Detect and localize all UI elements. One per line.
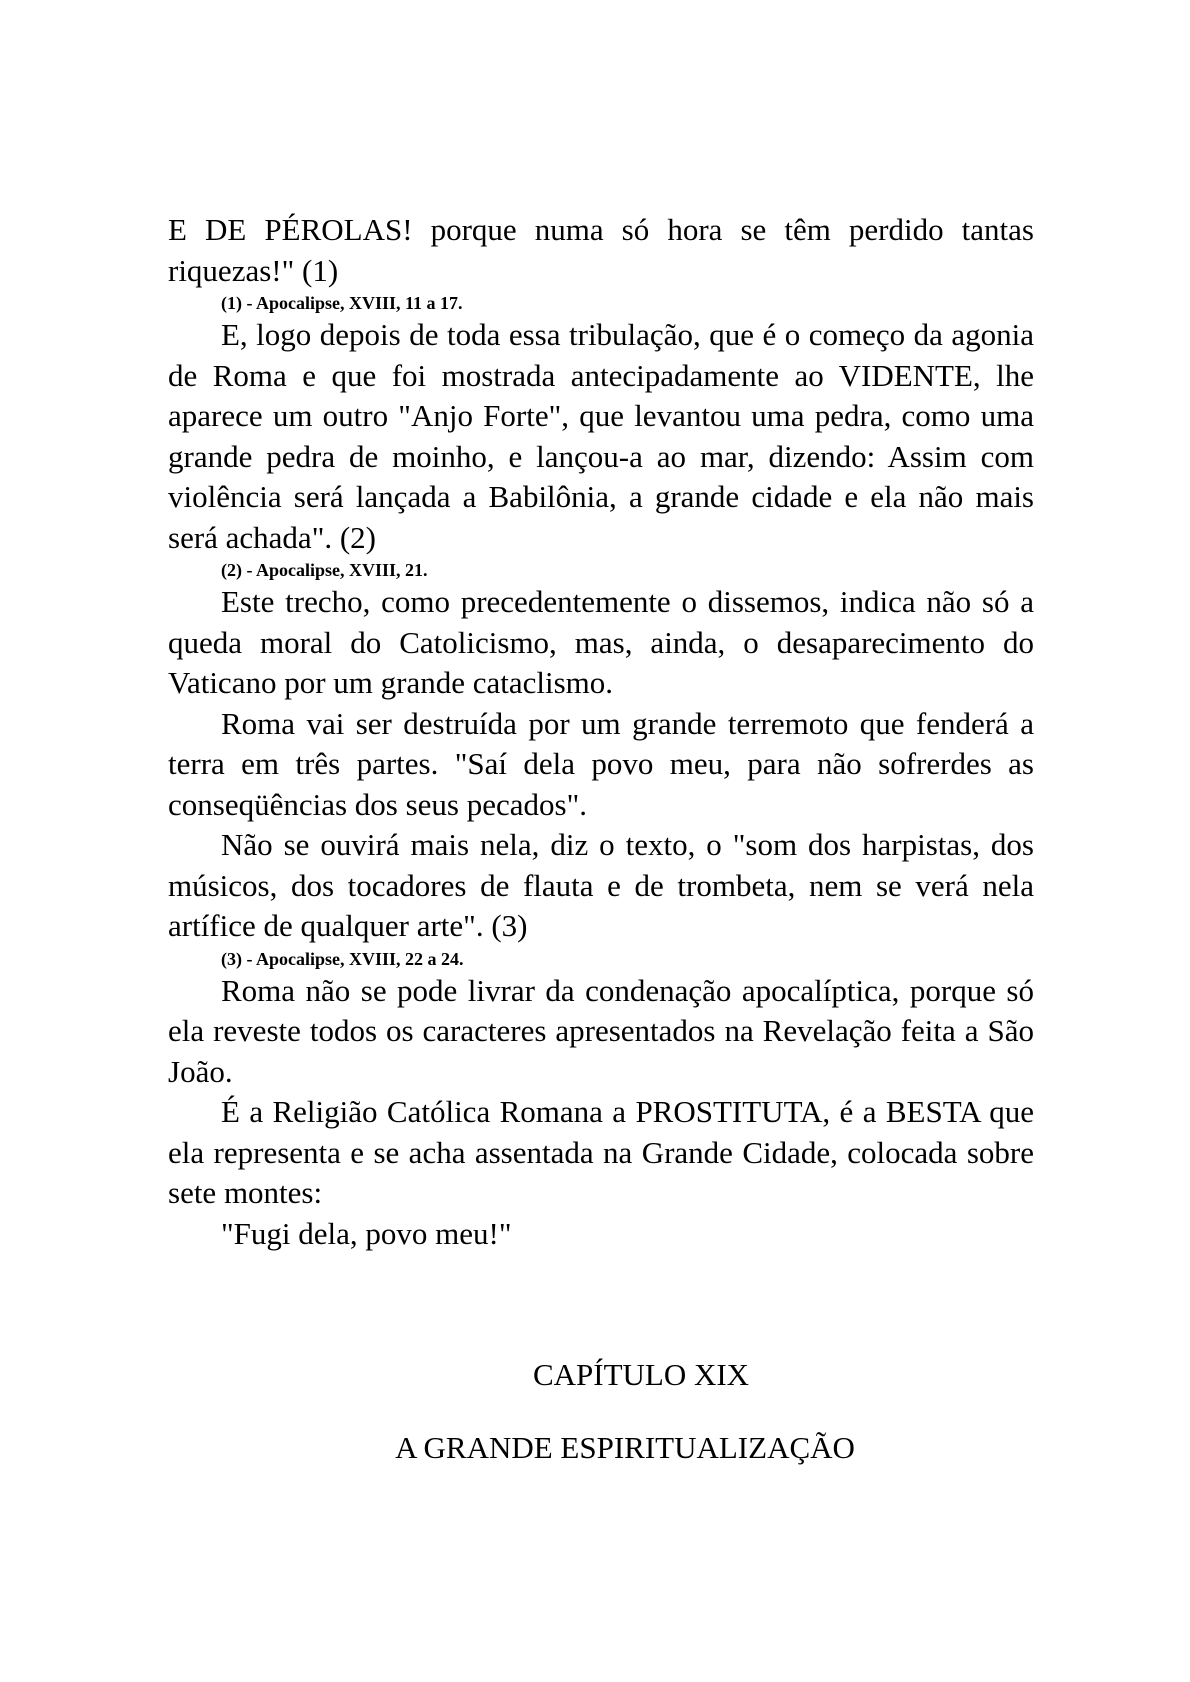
paragraph-fugi: "Fugi dela, povo meu!"	[221, 1215, 512, 1251]
paragraph-terremoto: Roma vai ser destruída por um grande terremoto que fenderá a terra em três partes. "Saí dela povo meu, para não sofrerdes as conseqüências dos seus pecados".	[168, 705, 1034, 822]
paragraph-queda-moral: Este trecho, como precedentemente o dissemos, indica não só a queda moral do Catolicismo, mas, ainda, o desaparecimento do Vaticano por um grande cataclismo.	[168, 584, 1034, 700]
paragraph-condenacao: Roma não se pode livrar da condenação apocalíptica, porque só ela reveste todos os caracteres apresentados na Revelação feita a São João.	[168, 972, 1034, 1089]
paragraph-continuation: E DE PÉROLAS! porque numa só hora se têm perdido tantas riquezas!" (1)	[168, 212, 1034, 288]
paragraph-prostituta: É a Religião Católica Romana a PROSTITUTA, é a BESTA que ela representa e se acha assentada na Grande Cidade, colocada sobre sete montes:	[168, 1094, 1034, 1210]
page-body	[168, 210, 1034, 1254]
chapter-number: CAPÍTULO XIX	[532, 1357, 750, 1392]
paragraph-anjo-forte: E, logo depois de toda essa tribulação, que é o começo da agonia de Roma e que foi mostrada antecipadamente ao VIDENTE, lhe aparece um outro "Anjo Forte", que levantou uma pedra, como uma grande pedra de moinho, e lançou-a ao mar, dizendo: Assim com violência será lançada a Babilônia, a grande cidade e ela não mais será achada". (2)	[168, 317, 1034, 555]
footnote-2: (2) - Apocalipse, XVIII, 21.	[221, 560, 428, 580]
chapter-title: A GRANDE ESPIRITUALIZAÇÃO	[395, 1430, 855, 1465]
footnote-3: (3) - Apocalipse, XVIII, 22 a 24.	[221, 948, 464, 969]
footnote-1: (1) - Apocalipse, XVIII, 11 a 17.	[221, 293, 463, 313]
paragraph-harpistas: Não se ouvirá mais nela, diz o texto, o "som dos harpistas, dos músicos, dos tocadores de flauta e de trombeta, nem se verá nela artífice de qualquer arte". (3)	[168, 827, 1034, 943]
